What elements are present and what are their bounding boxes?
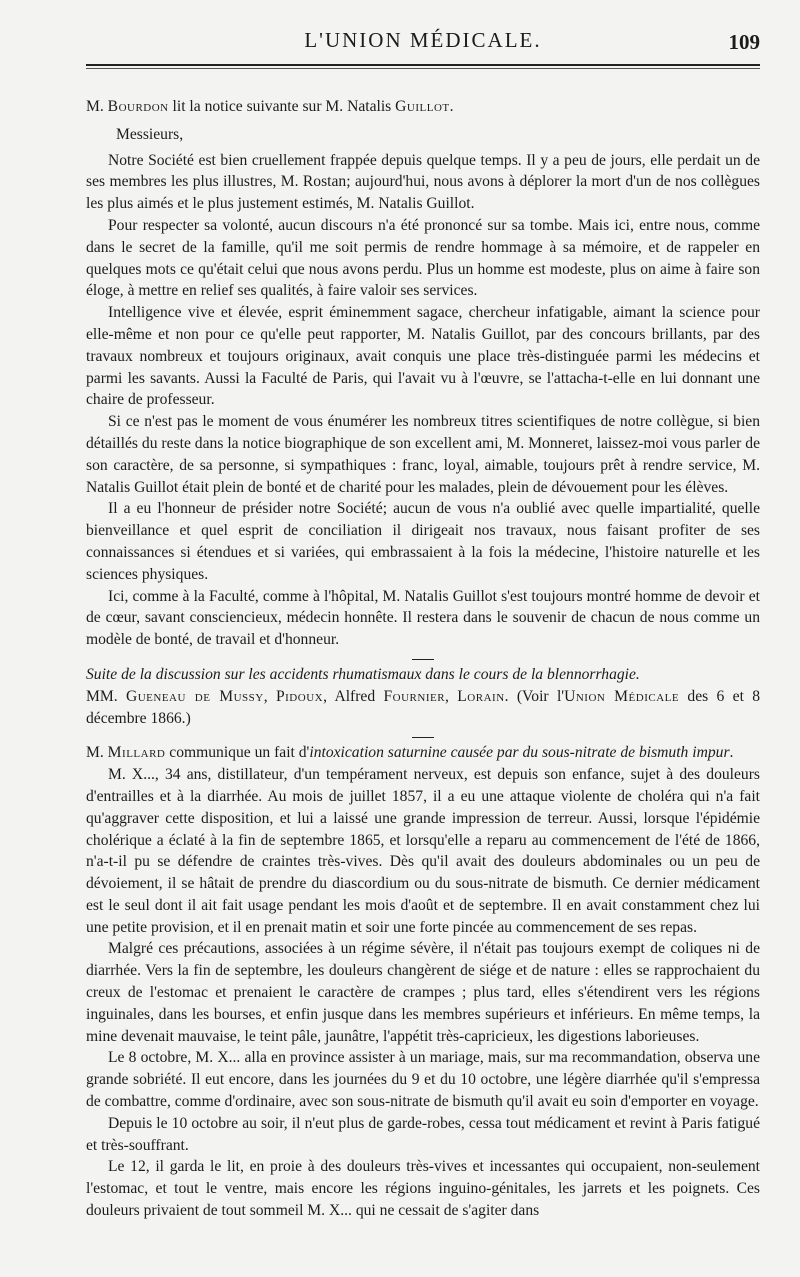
intro-end: . <box>729 744 734 762</box>
header-rule <box>86 64 760 66</box>
separator: , Alfred <box>323 687 384 705</box>
intro-end: . <box>449 98 454 115</box>
case-paragraph-2: Malgré ces précautions, associées à un régime sévère, il n'était pas toujours exempt de coliques ni de diarrhée. Vers la fin de septembre, les douleurs changèrent de siége et de nature : elles se rapprochaient du creux de l'estomac et prenaient le caractère de crampes ; plus tard, elles s'étendirent vers les régions inguinales, dans les bourses, et enfin jusque dans les membres supérieurs et inférieurs. En même temps, la mine devenait mauvaise, le teint pâle, jaunâtre, l'appétit très-capricieux, les digestions laborieuses. <box>86 940 760 1045</box>
participant-name: Lorain <box>457 687 505 705</box>
notice-paragraph-6: Ici, comme à la Faculté, comme à l'hôpital, M. Natalis Guillot s'est toujours montré homme de devoir et de cœur, savant consciencieux, médecin honnête. Il restera dans le souvenir de chacun de nous comme un modèle de bonté, de travail et d'honneur. <box>86 587 760 649</box>
subject-name: Guillot <box>395 98 450 115</box>
participant-name: Pidoux <box>275 687 324 705</box>
case-paragraph-3: Le 8 octobre, M. X... alla en province assister à un mariage, mais, sur ma recommandation, observa une grande sobriété. Il eut encore, dans les journées du 9 et du 10 octobre, une légère diarrhée qu'il s'empressa de combattre, comme d'ordinaire, avec son sous-nitrate de bismuth qu'il avait eu soin d'emporter en voyage. <box>86 1049 760 1111</box>
case-paragraph-5: Le 12, il garda le lit, en proie à des douleurs très-vives et incessantes qui occupaient, non-seulement l'estomac, et tout le ventre, mais encore les régions inguino-génitales, les jarrets et les poignets. Ces douleurs privaient de tout sommeil M. X... qui ne cessait de s'agiter dans <box>86 1158 760 1220</box>
notice-paragraph-1: Notre Société est bien cruellement frappée depuis quelque temps. Il y a peu de jours, elle perdait un de ses membres les plus illustres, M. Rostan; aujourd'hui, nous avons à déplorer la mort d'un de nos collègues les plus aimés et le plus justement estimés, M. Natalis Guillot. <box>86 151 760 213</box>
reference-text: . (Voir l' <box>504 687 565 705</box>
mm-prefix: MM. <box>86 687 126 705</box>
notice-paragraph-3: Intelligence vive et élevée, esprit éminemment sagace, chercheur infatigable, aimant la science pour elle-même et non pour ce qu'elle peut rapporter, M. Natalis Guillot, par des concours brillants, par des travaux nombreux et toujours originaux, avait conquis une place très-distinguée parmi les médecins et parmi les savants. Aussi la Faculté de Paris, qui l'avait vu à l'œuvre, se l'attacha-t-elle en lui donnant une chaire de professeur. <box>86 304 760 409</box>
section-divider <box>412 737 434 738</box>
communication-intro <box>86 742 760 764</box>
reference-dates: des 6 et 8 décembre 1866.) <box>86 687 761 727</box>
separator: , <box>263 687 276 705</box>
journal-reference: Union Médicale <box>564 687 680 705</box>
journal-title: L'UNION MÉDICALE. <box>304 28 542 52</box>
header-rule-thin <box>86 68 760 69</box>
article-body <box>86 96 760 1222</box>
case-paragraph-4: Depuis le 10 octobre au soir, il n'eut plus de garde-robes, cessa tout médicament et revint à Paris fatigué et très-souffrant. <box>86 1114 760 1154</box>
running-head <box>86 24 760 68</box>
author-name: Millard <box>107 744 166 762</box>
intro-text: communique un fait d' <box>165 744 310 762</box>
intro-prefix: M. <box>86 744 108 762</box>
case-paragraph-1: M. X..., 34 ans, distillateur, d'un tempérament nerveux, est depuis son enfance, sujet à des douleurs d'entrailles et à la diarrhée. Au mois de juillet 1857, il a eu une attaque violente de choléra qui n'a fait qu'aggraver cette disposition, et lui a laissé une grande impression de terreur. Aussi, lorsque l'épidémie cholérique a éclaté à la fin de septembre 1865, et lorsqu'elle a reparu au commencement de l'été de 1866, n'a-t-il pu se défendre de craintes très-vives. Dès qu'il avait des douleurs abdominales ou un peu de dévoiement, il se hâtait de prendre du diascordium ou du sous-nitrate de bismuth. Ce dernier médicament est le seul dont il ait fait usage pendant les mois d'août et de septembre. Il en avait constamment chez lui une petite provision, et il en prenait matin et soir une forte pincée au commencement de ses repas. <box>86 766 760 936</box>
discussion-participants <box>86 686 760 730</box>
notice-paragraph-4: Si ce n'est pas le moment de vous énumérer les nombreux titres scientifiques de notre collègue, si bien détaillés du reste dans la notice biographique de son excellent ami, M. Monneret, laissez-moi vous parler de son caractère, de sa personne, si sympathiques : franc, loyal, aimable, toujours prêt à rendre service, M. Natalis Guillot était plein de bonté et de charité pour les malades, plein de dévouement pour les élèves. <box>86 413 760 496</box>
author-name: Bourdon <box>107 98 169 115</box>
intro-prefix: M. <box>86 98 108 115</box>
notice-paragraph-2: Pour respecter sa volonté, aucun discours n'a été prononcé sur sa tombe. Mais ici, entre nous, comme dans le secret de la famille, qu'il me soit permis de rendre hommage à sa mémoire, et de rappeler en quelques mots ce qu'était celui que nous avons perdu. Plus un homme est modeste, plus on aime à faire son éloge, à mettre en relief ses qualités, à faire valoir ses services. <box>86 216 760 300</box>
communication-title: intoxication saturnine causée par du sous-nitrate de bismuth impur <box>309 744 730 762</box>
participant-name: Gueneau de Mussy <box>125 687 264 705</box>
participant-name: Fournier <box>383 687 446 705</box>
page-number: 109 <box>728 30 760 54</box>
section-divider <box>412 659 434 660</box>
notice-paragraph-5: Il a eu l'honneur de présider notre Société; aucun de vous n'a oublié avec quelle impartialité, quelle bienveillance et quel esprit de conciliation il dirigeait nos travaux, nous faisant profiter de ses connaissances si étendues et si variées, qui embrassaient à la fois la médecine, l'histoire naturelle et les sciences physiques. <box>86 500 760 583</box>
separator: , <box>445 687 458 705</box>
intro-text: lit la notice suivante sur M. Natalis <box>168 98 396 115</box>
discussion-heading: Suite de la discussion sur les accidents rhumatismaux dans le cours de la blennorrhagie. <box>86 665 640 683</box>
notice-intro <box>86 96 760 118</box>
salutation: Messieurs, <box>116 125 184 143</box>
